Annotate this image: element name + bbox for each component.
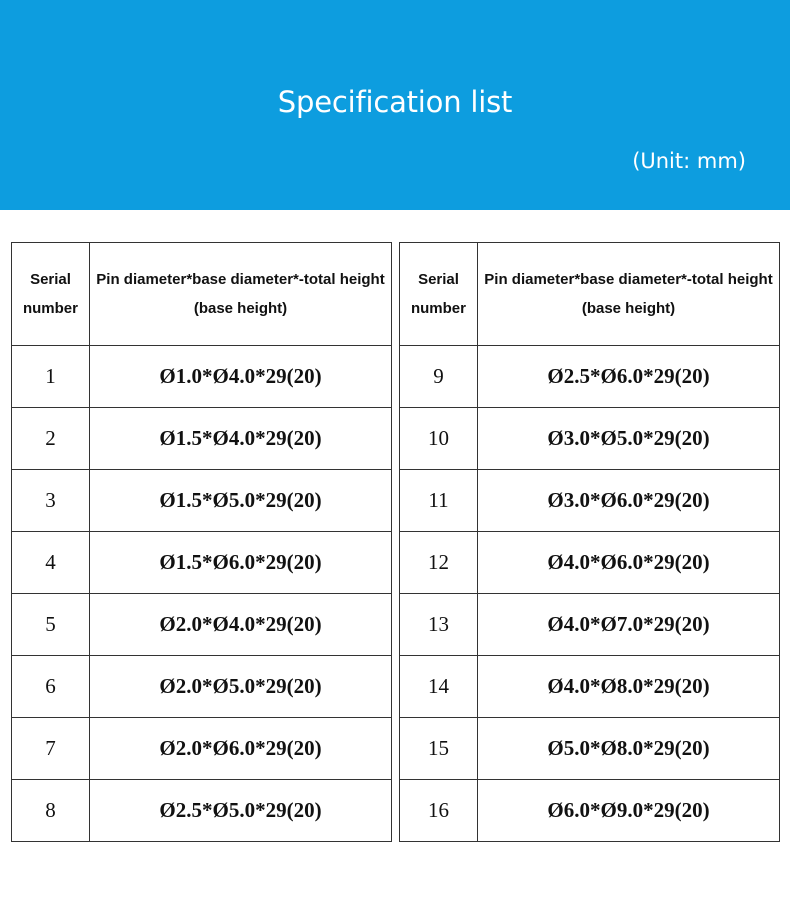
serial-number-header: Serial number <box>12 243 90 346</box>
table-row <box>12 346 392 408</box>
table-header-row <box>12 243 392 346</box>
spec-cell: Ø1.5*Ø4.0*29(20) <box>90 408 392 470</box>
table-row <box>400 656 780 718</box>
serial-number-cell: 6 <box>12 656 90 718</box>
table-row <box>400 408 780 470</box>
serial-number-cell: 9 <box>400 346 478 408</box>
spec-cell: Ø6.0*Ø9.0*29(20) <box>478 780 780 842</box>
table-header-row <box>400 243 780 346</box>
spec-table-left <box>11 242 392 842</box>
table-row <box>400 470 780 532</box>
spec-cell: Ø4.0*Ø7.0*29(20) <box>478 594 780 656</box>
serial-number-cell: 15 <box>400 718 478 780</box>
table-row <box>12 594 392 656</box>
serial-number-cell: 2 <box>12 408 90 470</box>
serial-number-cell: 16 <box>400 780 478 842</box>
spec-cell: Ø1.0*Ø4.0*29(20) <box>90 346 392 408</box>
page-title: Specification list <box>277 85 513 119</box>
table-row <box>12 408 392 470</box>
serial-number-cell: 14 <box>400 656 478 718</box>
serial-number-cell: 10 <box>400 408 478 470</box>
spec-cell: Ø4.0*Ø8.0*29(20) <box>478 656 780 718</box>
spec-cell: Ø2.5*Ø6.0*29(20) <box>478 346 780 408</box>
table-row <box>12 780 392 842</box>
unit-label: (Unit: mm) <box>632 149 746 173</box>
spec-cell: Ø3.0*Ø6.0*29(20) <box>478 470 780 532</box>
serial-number-cell: 12 <box>400 532 478 594</box>
table-row <box>400 718 780 780</box>
serial-number-cell: 8 <box>12 780 90 842</box>
spec-table-right <box>399 242 780 842</box>
serial-number-cell: 11 <box>400 470 478 532</box>
serial-number-cell: 3 <box>12 470 90 532</box>
serial-number-cell: 5 <box>12 594 90 656</box>
spec-cell: Ø1.5*Ø6.0*29(20) <box>90 532 392 594</box>
serial-number-header: Serial number <box>400 243 478 346</box>
table-row <box>400 780 780 842</box>
header-banner <box>0 0 790 210</box>
serial-number-cell: 7 <box>12 718 90 780</box>
table-row <box>12 656 392 718</box>
table-row <box>12 718 392 780</box>
spec-cell: Ø5.0*Ø8.0*29(20) <box>478 718 780 780</box>
table-row <box>12 532 392 594</box>
table-row <box>400 532 780 594</box>
serial-number-cell: 1 <box>12 346 90 408</box>
spec-cell: Ø3.0*Ø5.0*29(20) <box>478 408 780 470</box>
table-row <box>12 470 392 532</box>
spec-cell: Ø1.5*Ø5.0*29(20) <box>90 470 392 532</box>
table-row <box>400 594 780 656</box>
serial-number-cell: 13 <box>400 594 478 656</box>
spec-cell: Ø2.5*Ø5.0*29(20) <box>90 780 392 842</box>
serial-number-cell: 4 <box>12 532 90 594</box>
spec-cell: Ø4.0*Ø6.0*29(20) <box>478 532 780 594</box>
spec-cell: Ø2.0*Ø5.0*29(20) <box>90 656 392 718</box>
spec-header: Pin diameter*base diameter*-total height (base height) <box>90 243 392 346</box>
spec-cell: Ø2.0*Ø6.0*29(20) <box>90 718 392 780</box>
spec-header: Pin diameter*base diameter*-total height (base height) <box>478 243 780 346</box>
spec-cell: Ø2.0*Ø4.0*29(20) <box>90 594 392 656</box>
table-row <box>400 346 780 408</box>
